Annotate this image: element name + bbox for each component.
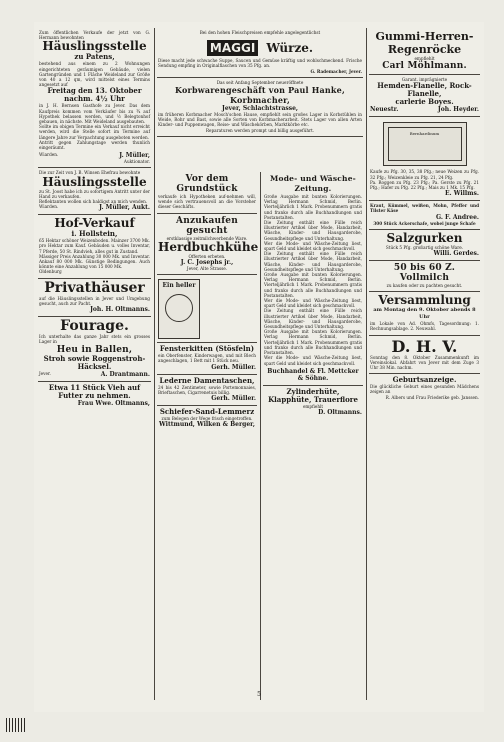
heller-label: Ein heller — [162, 282, 196, 290]
column-divider — [154, 28, 155, 700]
ad-body: zum Belegen der Wege frisch eingetroffen. — [161, 416, 253, 422]
scan-ruler-mark — [6, 718, 26, 732]
ad-subtitle: carlerie Boyes. — [395, 97, 454, 107]
ad-signature: Willi. Gerdes. — [433, 250, 479, 258]
ad-vollmilch — [369, 261, 480, 292]
ad-vieh — [38, 382, 151, 410]
newspaper-page — [34, 22, 484, 712]
ad-body: ein Oberfenster, Kinderwagen, und mit Blech angeschlagen, 1 Bett mit 1 Stück neu. — [158, 353, 256, 364]
ad-title: Hemden-Flanelle, Rock-Flanelle, — [377, 81, 472, 99]
ad-place: Oldenburg — [39, 269, 62, 275]
ad-signature-role: Auktionator. — [123, 159, 150, 165]
ad-gummi-regenrocke — [369, 28, 480, 75]
ad-heller — [157, 275, 257, 343]
ad-title: Häuslingsstelle — [42, 39, 147, 54]
ad-intro: Die zur Zeit von J. B. Winsen Ehefrau bewohnte — [39, 170, 141, 176]
ad-body: im Lokale von Ad. Ohmfs, Tagesordnung: 1. Rechnungsablage. 2. Neuwahl. — [370, 321, 479, 332]
ad-body: 65 Hektar schöner Weizenboden. Mainzer 3700 Mk. pro Hektar zum Kauf. Gebäuden u. volles Inventar, 7 Pferde, 50 St. Rindvieh, alles gut in Zustand. — [39, 238, 150, 254]
ad-hof-verkauf — [38, 215, 151, 278]
ad-signature: J. Müller, Aukt. — [99, 204, 150, 212]
ad-title: Vor dem Grundstück — [176, 174, 238, 194]
ad-title: Fourage. — [60, 318, 129, 335]
product-label-image — [383, 122, 467, 166]
ad-signature: J. C. Josephs jr., — [180, 259, 234, 267]
ad-signature: E. Willms. — [444, 190, 479, 198]
ad-body: im früheren Korbmacher Mosch'schen Hause, empfiehlt sein großes Lager in Korbstühlen in Weide, Rohr und Bast, sowie alle Sorten von Korbmacherarbeit. Stets Lager von allen Arten Kinder- und Puppenwagen, Reise- und Wäschekörben, Marktkörbe etc. — [158, 112, 362, 128]
ad-title: Schiefer-Sand-Lemmerz — [159, 407, 255, 417]
ad-schiefer — [157, 406, 257, 431]
ad-place: Jever, Schlachtstrasse, — [221, 105, 299, 113]
ad-signature: R. Albers und Frau Friederike geb. Janssen. — [385, 394, 479, 400]
ad-body: verkaufe ich Hypotheken auf-nehmen will, wende sich vertrauensvoll an die Vorsteher dieser Geschäfts. — [158, 194, 256, 210]
ad-title: Würze. — [266, 40, 314, 55]
ad-zylinderhute — [263, 386, 363, 419]
ad-signature: Gerh. Müller. — [211, 395, 256, 403]
column-divider — [366, 28, 367, 700]
ad-intro: Garant. imprägnierte — [401, 77, 448, 83]
ad-body: Sonntag den 8. Oktober Zusammenkunft im Vereinslokal. Abfahrt von Jever mit dem Zuge 3 Uhr 38 Min. nachm. — [370, 354, 479, 371]
ad-body: Kaufe zu Pfg. 30, 35, 38 Pfg.; neue Weizen zu Pfg. 32 Pfg.; Weizenkleie zu Pfg. 21, 24 Pfg. — [370, 169, 479, 180]
page-number: 5 — [257, 691, 261, 698]
ad-subtitle: i. Hollstein, — [71, 229, 118, 239]
heller-medallion-icon — [165, 294, 193, 322]
ad-salzgurken — [369, 230, 480, 261]
ad-title: Salzgurken — [386, 230, 463, 245]
ad-body-7: Die Zeitung enthält eine Fülle reich illustrierter Artikel über Mode, Handarbeit, Wäsche, Kinder- und Hausgarderobe, Gesundheitspflege und Unterhaltung. — [264, 308, 362, 330]
column-4 — [369, 28, 480, 403]
ad-body-3: Wer die Mode- und Wäsche-Zeitung liest, spart Geld und kleidet sich geschmackvoll. — [264, 240, 362, 252]
ad-hauslingsstelle-2 — [38, 168, 151, 215]
ad-signature: Wittmund, Wilken & Berger, — [159, 421, 255, 429]
ad-mode-zeitung — [263, 172, 363, 386]
ad-subtitle: zu Patens, — [74, 52, 115, 62]
ad-title: Mode- und Wäsche-Zeitung. — [270, 174, 356, 193]
ad-title: 50 bis 60 Z. Vollmilch — [393, 263, 456, 284]
ad-title: Korbwarengeschäft von Paul Hanke, Korbmacher, — [175, 85, 345, 106]
ad-body-9: Wer die Mode- und Wäsche-Zeitung liest, spart Geld und kleidet sich geschmackvoll. — [264, 355, 362, 366]
ad-privathauser — [38, 279, 151, 317]
ad-hauslingsstelle-1 — [38, 28, 151, 168]
ad-title: D. H. V. — [391, 336, 458, 356]
ad-body: zu kaufen oder zu pachten gesucht. — [386, 283, 463, 289]
ad-title: Versammlung — [378, 293, 471, 308]
ad-title: Geburtsanzeige. — [392, 375, 457, 385]
ad-versammlung — [369, 292, 480, 335]
ad-bernhardinum — [369, 117, 480, 201]
ad-note-2: Antritt gegen Zahlungstage werden thunlich eingeräumt. — [39, 139, 150, 151]
ad-grundstuck — [157, 172, 257, 214]
ad-signature: Gerh. Müller. — [211, 363, 256, 371]
ad-body-2: 300 Stück Ackerschafe, wobei junge Schafe — [373, 220, 476, 226]
ad-intro: Das seit Anfang September neueröffnete — [216, 79, 304, 85]
ad-body: 24 bis 42 Zentimeter, sowie Portemonnaies, Brieftaschen, Cigarrenetuis billig. — [158, 384, 256, 395]
ad-note: Sollte im obigen Termine ein Verkauf nicht erreicht werden, wird die Stelle sofort im Termine auf längere Jahre zur Verpachtung ausgeboten werden. — [39, 124, 150, 140]
ad-place: Wiarden. — [39, 152, 59, 158]
ad-place: Wiarden. — [39, 204, 59, 210]
ad-body: zu St. Joost habe ich zu sofortigem Antritt unter der Hand zu verkaufen. — [39, 188, 150, 199]
ad-body: Die glückliche Geburt eines gesunden Mädchens zeigen an — [370, 384, 479, 395]
ad-date: am Montag den 9. Oktober abends 8 Uhr — [373, 307, 476, 321]
ad-fensterkitten — [157, 343, 257, 374]
ad-title: Anzukaufen gesucht — [176, 215, 238, 236]
ad-body: Diese macht jede schwache Suppe, Saucen und Gemüse kräftig und wohlschmeckend. Frische Sendung empfing in Originalflaschen von 35 Pfg. an. — [158, 58, 362, 69]
ad-signature: J. Müller, — [119, 152, 150, 160]
ad-damentaschen — [157, 375, 257, 406]
ad-title: Hof-Verkauf — [54, 216, 135, 231]
ad-body-2: Pa. Roggen zu Pfg. 23 Pfg.; Pa. Gerste zu Pfg. 21 Pfg.; Hafer zu Pfg. 22 Pfg.; Mais zu 1 Mk. 15 Pfg. — [370, 179, 479, 191]
heller-product-image — [158, 279, 200, 339]
ad-body: Etwa 11 Stück Vieh auf Futter zu nehmen. — [48, 382, 141, 400]
ad-body-2: Die Zeitung enthält eine Fülle reich illustrierter Artikel über Mode, Handarbeit, Wäsche, Kinder- und Hausgarderobe, Gesundheitspflege und Unterhaltung. — [264, 220, 362, 241]
ad-title-2: Herdbuchkühe — [158, 239, 259, 254]
ad-signature: Joh. H. Oltmanns. — [90, 306, 150, 314]
ad-body-6: Wer die Mode- und Wäsche-Zeitung liest, spart Geld und kleidet sich geschmackvoll. — [264, 298, 362, 309]
ad-subtitle: empfiehlt — [414, 56, 435, 61]
ad-note: Reparaturen werden prompt und billig ausgeführt. — [205, 127, 315, 133]
ad-signature: G. F. Andree. — [435, 213, 479, 221]
ad-title: Fensterkitten (Stösfeln) — [159, 344, 255, 354]
ad-place: Neuestr. — [370, 106, 399, 114]
ad-subtitle: Offerten erbeten. — [188, 253, 226, 259]
ad-title: Privathäuser — [44, 279, 145, 296]
ad-signature: D. Oltmanns. — [318, 408, 362, 416]
ad-body-2: Mässiger Preis Anzahlung 30 000 Mk. und Inventar. Ankauf 80 000 Mk. Günstige Bedingungen. Auch könnte eine Anzahlung von 15 000 Mk. — [39, 253, 150, 270]
ad-body: bestehend aus einem zu 2 Wohnungen eingerichteten geräumigen Gebäude, vielen Gartengründen und 1 Flâche Weideland zur Größe von 40 a 12 qm, wird mittelst eines Termins angesetzt auf — [39, 61, 150, 88]
ad-korbwaren — [157, 78, 363, 137]
column-3 — [263, 172, 363, 419]
ad-title: Lederne Damentaschen, — [159, 375, 255, 385]
ad-place: Jever, Alte Strasse. — [186, 266, 228, 272]
ad-fourage — [38, 317, 151, 381]
column-divider — [260, 172, 261, 700]
ad-title: Gummi-Herren-Regenröcke — [375, 30, 474, 56]
ad-date: Freitag den 13. Oktober nachm. 4½ Uhr — [47, 86, 142, 104]
ad-signature: Frau Wwe. Oltmanns, — [77, 399, 150, 407]
span-ads-top — [157, 28, 363, 137]
ad-signature: Buchhandel & Fl. Mettcker & Söhne. — [267, 367, 359, 382]
ad-body: Stück 5 Pfg. großartig schöne Ware. — [385, 244, 464, 250]
ad-body-2: in J. H. Bernsen Gasthofe zu Jever. Das dem Kaufpreis kommen vom Verkäufer bis zu ¾ auf Hypothek belassen werden, und ½ Belegtonhof gebauen, in nächste. Mit Weideland ausgebauten. — [39, 103, 150, 125]
ad-signature: Joh. Heyder. — [437, 106, 479, 114]
ad-body: Ich unterhalte das ganze Jahr stets ein grosses Lager in — [39, 334, 150, 345]
ad-intro: Zum öffentlichen Verkaufe der jetzt von G. Hermann bewohnten — [39, 30, 150, 41]
ad-signature: Carl Möhlmann. — [382, 61, 467, 72]
ad-body-8: Große Ausgabe mit bunten Kolorierungen. Verlag Hermann Schmid, Berlin. Vierteljährlich 1 Mark. Probenummern gratis und franko durch alle Buchhandlungen und Postanstalten. — [264, 329, 362, 356]
ad-body-2: Reflektanten wollen sich baldigst an mich wenden. — [39, 199, 148, 205]
column-2 — [157, 172, 257, 431]
maggi-logo: MAGGI — [207, 40, 258, 56]
ad-maggi — [157, 28, 363, 78]
ad-subtitle: empfiehlt — [302, 403, 324, 409]
column-1 — [38, 28, 151, 410]
product-label-text: Bernhardinum — [409, 131, 440, 137]
ad-dhv — [369, 336, 480, 375]
ad-flanelle — [369, 75, 480, 117]
ad-subtitle: Heu in Ballen, — [56, 344, 133, 355]
ad-signature: G. Rademacher, Jever. — [310, 68, 362, 74]
ad-herdbuchkuhe — [157, 214, 257, 276]
ad-geburtsanzeige — [369, 374, 480, 403]
ad-body-4: Die Zeitung enthält eine Fülle reich illustrierter Artikel über Mode, Handarbeit, Wäsche, Kinder- und Hausgarderobe, Gesundheitspflege und Unterhaltung. — [264, 251, 362, 272]
ad-title: Häuslingsstelle — [42, 174, 147, 189]
ad-body: auf die Häuslingsstellen in Jever und Umgebung gesucht, auch zur Pacht. — [39, 295, 150, 306]
ad-place: Jever. — [39, 370, 51, 376]
ad-body: Kraut, Kümmel, weißen, Mohn, Pfeffer und Tilster Käse — [370, 203, 479, 214]
ad-subtitle-2: Stroh sowie Roggenstroh-Häcksel. — [43, 353, 146, 371]
ad-body: Große Ausgabe mit bunten Kolorierungen. Verlag Hermann Schmid, Berlin. Vierteljährlich 1 Mark. Probenummern gratis und franko durch alle Buchhandlungen und Postanstalten. — [264, 194, 362, 220]
ad-body: erstklassige zeitmilchwerbende Ware. — [166, 235, 248, 241]
ad-title: Zylinderhüte, Klapphüte, Trauerflore — [268, 386, 358, 404]
ad-kaese — [369, 201, 480, 230]
ad-signature: A. Drantmann. — [100, 370, 150, 378]
ad-intro: Bei den hohen Fleischpreisen empfehle angelegentlichst — [199, 30, 321, 35]
ad-body-5: Große Ausgabe mit bunten Kolorierungen. Verlag Hermann Schmid, Berlin. Vierteljährlich 1 Mark. Probenummern gratis und franko durch alle Buchhandlungen und Postanstalten. — [264, 272, 362, 298]
